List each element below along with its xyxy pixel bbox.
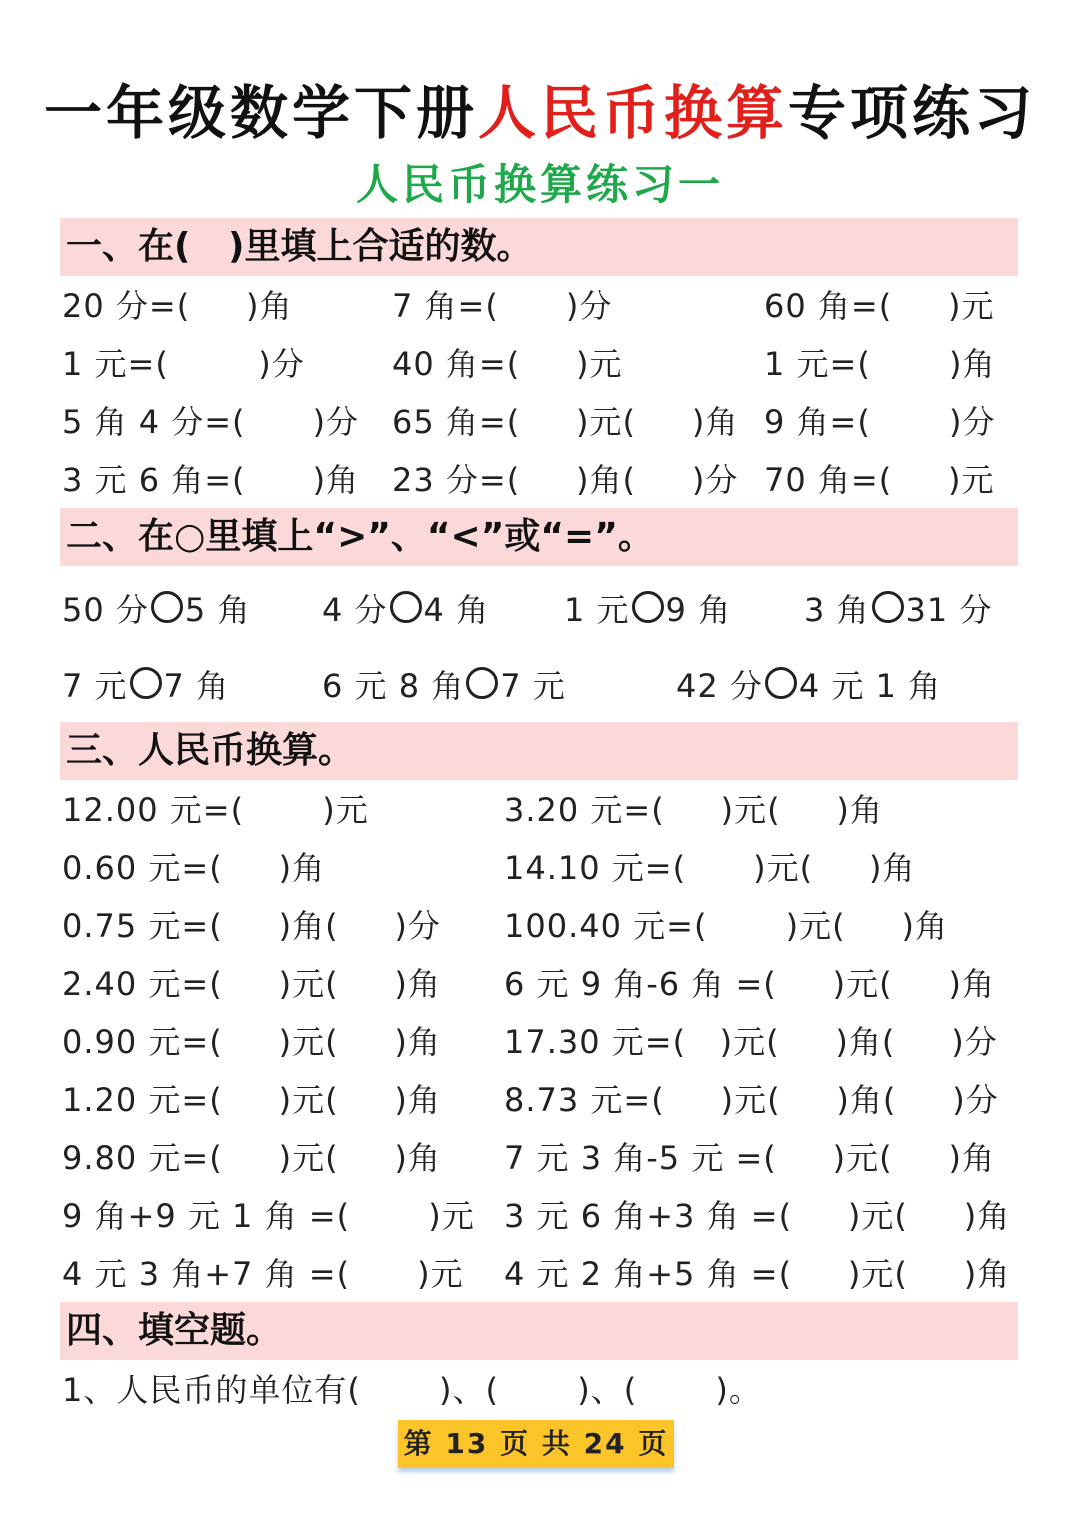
compare-circle[interactable]: [466, 667, 498, 699]
s3-item: 0.90 元=( )元( )角: [62, 1023, 441, 1061]
compare-item: 1 元 9 角: [564, 591, 732, 629]
s4-question: 1、人民币的单位有( )、( )、( )。: [62, 1371, 762, 1409]
s3-item: 0.60 元=( )角: [62, 849, 326, 887]
section1-heading: 一、在( )里填上合适的数。: [60, 218, 1018, 276]
page-number-badge: 第 13 页 共 24 页: [398, 1420, 674, 1468]
s1-item: 7 角=( )分: [392, 287, 613, 325]
section4-heading: 四、填空题。: [60, 1302, 1018, 1360]
s1-item: 70 角=( )元: [764, 461, 995, 499]
s1-item: 3 元 6 角=( )角: [62, 461, 360, 499]
s1-item: 40 角=( )元: [392, 345, 623, 383]
compare-item: 50 分 5 角: [62, 591, 251, 629]
s1-item: 60 角=( )元: [764, 287, 995, 325]
s3-item: 0.75 元=( )角( )分: [62, 907, 441, 945]
page-title: [0, 66, 1080, 150]
s3-item: 9 角+9 元 1 角 =( )元: [62, 1197, 475, 1235]
s3-item: 3 元 6 角+3 角 =( )元( )角: [504, 1197, 1011, 1235]
s3-item: 100.40 元=( )元( )角: [504, 907, 948, 945]
s3-item: 9.80 元=( )元( )角: [62, 1139, 441, 1177]
title-part1: 一年级数学下册: [43, 79, 478, 147]
s3-item: 3.20 元=( )元( )角: [504, 791, 883, 829]
s1-item: 1 元=( )角: [764, 345, 996, 383]
s3-item: 1.20 元=( )元( )角: [62, 1081, 441, 1119]
title-part3: 专项练习: [788, 79, 1037, 147]
compare-circle[interactable]: [390, 591, 422, 623]
compare-item: 6 元 8 角 7 元: [322, 667, 566, 705]
s3-item: 4 元 3 角+7 角 =( )元: [62, 1255, 464, 1293]
s1-item: 23 分=( )角( )分: [392, 461, 739, 499]
compare-circle[interactable]: [632, 591, 664, 623]
section3-heading: 三、人民币换算。: [60, 722, 1018, 780]
s3-item: 17.30 元=( )元( )角( )分: [504, 1023, 998, 1061]
s3-item: 8.73 元=( )元( )角( )分: [504, 1081, 999, 1119]
s3-item: 2.40 元=( )元( )角: [62, 965, 441, 1003]
s1-item: 1 元=( )分: [62, 345, 305, 383]
compare-item: 4 分 4 角: [322, 591, 490, 629]
compare-circle[interactable]: [151, 591, 183, 623]
compare-circle[interactable]: [130, 667, 162, 699]
s3-item: 7 元 3 角-5 元 =( )元( )角: [504, 1139, 995, 1177]
s3-item: 6 元 9 角-6 角 =( )元( )角: [504, 965, 995, 1003]
compare-item: 3 角 31 分: [804, 591, 993, 629]
title-part2: 人民币换算: [477, 79, 788, 147]
s1-item: 5 角 4 分=( )分: [62, 403, 360, 441]
s3-item: 4 元 2 角+5 角 =( )元( )角: [504, 1255, 1011, 1293]
s3-item: 14.10 元=( )元( )角: [504, 849, 916, 887]
compare-circle[interactable]: [765, 667, 797, 699]
page-subtitle: 人民币换算练习一: [355, 160, 724, 209]
s1-item: 20 分=( )角: [62, 287, 293, 325]
section2-heading: 二、在○里填上“>”、“<”或“=”。: [60, 508, 1018, 566]
compare-circle[interactable]: [872, 591, 904, 623]
s1-item: 65 角=( )元( )角: [392, 403, 739, 441]
s3-item: 12.00 元=( )元: [62, 791, 369, 829]
s1-item: 9 角=( )分: [764, 403, 996, 441]
compare-item: 7 元 7 角: [62, 667, 230, 705]
compare-item: 42 分 4 元 1 角: [676, 667, 942, 705]
